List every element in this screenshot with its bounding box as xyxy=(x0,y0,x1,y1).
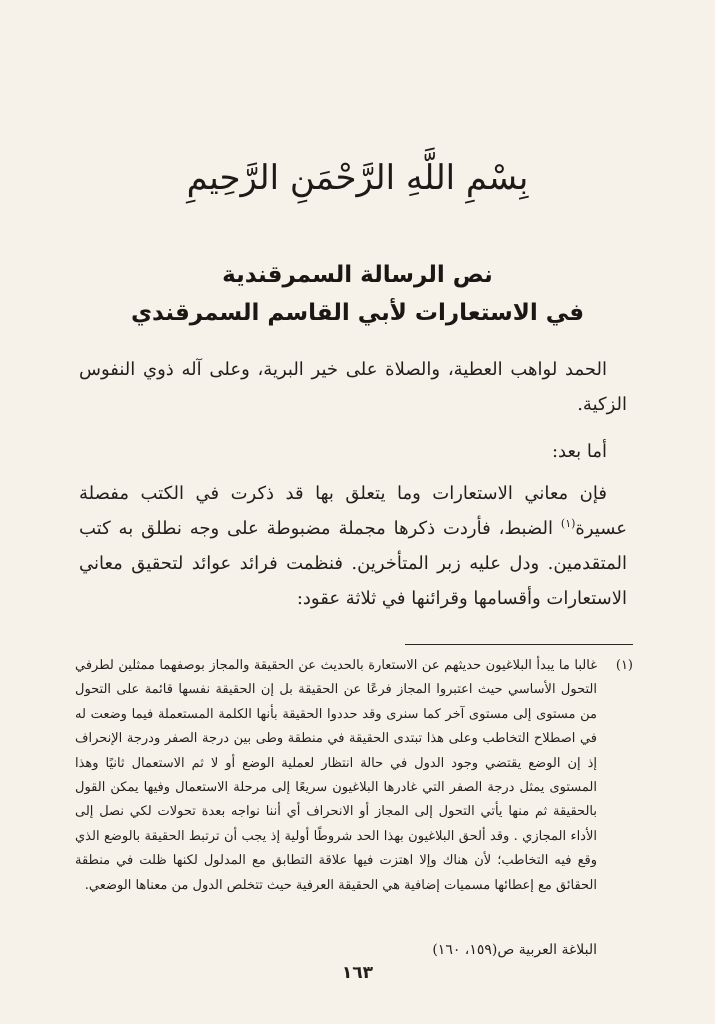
page-number: ١٦٣ xyxy=(341,963,374,983)
page-title-line-1: نص الرسالة السمرقندية xyxy=(222,262,493,288)
footnote xyxy=(75,654,633,898)
footnote-text: غالبا ما يبدأ البلاغيون حديثهم عن الاستعارة بالحديث عن الحقيقة والمجاز بوصفهما ممثلين لطرفي التحول الأساسي حيث اعتبروا المجاز فرعًا عن الحقيقة بل إن الحقيقة نفسها قائمة على التحول من مستوى إلى مستوى آخر كما سنرى وقد حددوا الحقيقة بأنها الكلمة المستعملة فيما وضعت له في اصطلاح التخاطب وعلى هذا تبتدى الحقيقة في منطقة وطى بين درجة الصفر ودرجة الإنحراف إذ إن الوضع يقتضي وجود الدول في حالة انتظار لعملية الوضع أو لا ثم الاستعمال ثانيًا وهذا المستوى يمثل درجة الصفر التي غادرها البلاغيون سريعًا إلى مرحلة الاستعمال وفيها يمكن القول بالحقيقة ثم منها يأتي التحول إلى المجاز أو الانحراف أي أننا نواجه بعدة تحولات لكي نصل إلى الأداء المجازي . وقد ألحق البلاغيون بهذا الحد شروطًا أولية إذ يجب أن ترتبط الحقيقة بالوضع الذي وقع فيه التخاطب؛ لأن هناك وإلا اهتزت فيها علاقة التطابق مع المدلول لكنها ظلت في منطقة الحقائق مع إعطائها مسميات إضافية هي الحقيقة العرفية حيث تتخلص الدول من معناها الوضعي. xyxy=(75,658,597,893)
basmala-calligraphy: بِسْمِ اللَّهِ الرَّحْمَنِ الرَّحِيمِ xyxy=(186,158,529,198)
main-paragraph-rest: الضبط، فأردت ذكرها مجملة مضبوطة على وجه نطلق به كتب المتقدمين. ودل عليه زبر المتأخرين. فنظمت فرائد عوائد لتحقيق معاني الاستعارات وأقسامها وقرائنها في ثلاثة عقود: xyxy=(79,518,627,609)
footnote-number: (١) xyxy=(615,658,633,673)
footnote-source: البلاغة العربية ص(١٥٩، ١٦٠) xyxy=(432,942,597,958)
footnote-divider xyxy=(405,644,633,645)
page-title-line-2: في الاستعارات لأبي القاسم السمرقندي xyxy=(130,300,585,326)
main-paragraph xyxy=(79,476,627,616)
opening-paragraph: الحمد لواهب العطية، والصلاة على خير البرية، وعلى آله ذوي النفوس الزكية. xyxy=(79,359,627,415)
footnote-reference: (١) xyxy=(560,517,576,530)
main-paragraph-start: فإن معاني الاستعارات وما يتعلق بها قد ذكرت في الكتب مفصلة عسيرة xyxy=(79,483,627,539)
ama-baad-paragraph: أما بعد: xyxy=(551,441,607,462)
